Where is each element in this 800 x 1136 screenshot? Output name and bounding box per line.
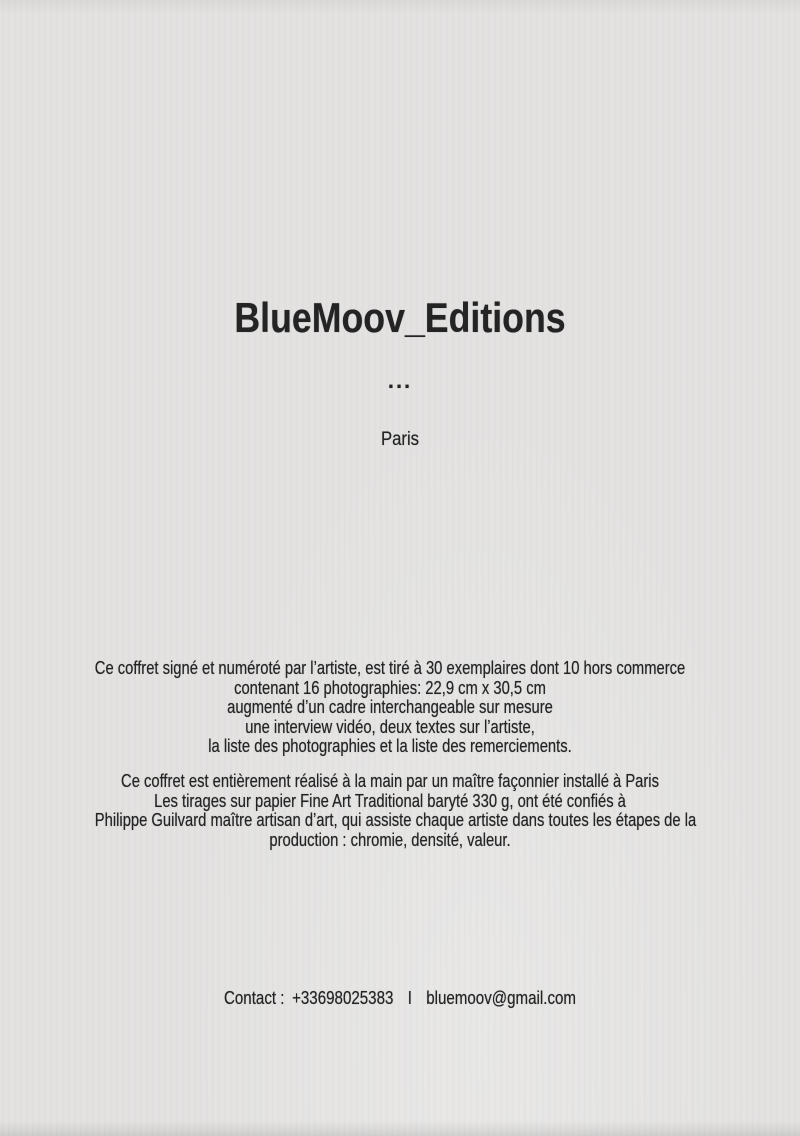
page-title: BlueMoov_Editions bbox=[234, 294, 566, 341]
email-address: bluemoov@gmail.com bbox=[426, 988, 577, 1008]
paragraph-line: production : chromie, densité, valeur. bbox=[269, 829, 511, 850]
city-label: Paris bbox=[380, 429, 420, 450]
paragraph-production-details bbox=[94, 771, 697, 850]
contact-label: Contact : bbox=[223, 988, 285, 1008]
paragraph-line: Les tirages sur papier Fine Art Traditional baryté 330 g, ont été confiés à bbox=[154, 790, 626, 811]
contact-line bbox=[64, 988, 736, 1009]
phone-number: +33698025383 bbox=[292, 988, 394, 1008]
paragraph-line: Philippe Guilvard maître artisan d’art, qui assiste chaque artiste dans toutes les étapes de la bbox=[94, 810, 697, 830]
paragraph-line: contenant 16 photographies: 22,9 cm x 30,5 cm bbox=[234, 677, 546, 698]
paragraph-line: la liste des photographies et la liste des remerciements. bbox=[208, 736, 572, 756]
paragraph-edition-details bbox=[95, 659, 685, 757]
contact-separator: I bbox=[407, 988, 412, 1008]
ellipsis-separator: ... bbox=[387, 368, 413, 393]
paragraph-line: Ce coffret est entièrement réalisé à la main par un maître façonnier installé à Paris bbox=[121, 771, 659, 791]
paragraph-line: Ce coffret signé et numéroté par l’artiste, est tiré à 30 exemplaires dont 10 hors commerce bbox=[94, 658, 686, 678]
paragraph-line: une interview vidéo, deux textes sur l’artiste, bbox=[245, 716, 535, 737]
paragraph-line: augmenté d’un cadre interchangeable sur mesure bbox=[227, 697, 553, 717]
